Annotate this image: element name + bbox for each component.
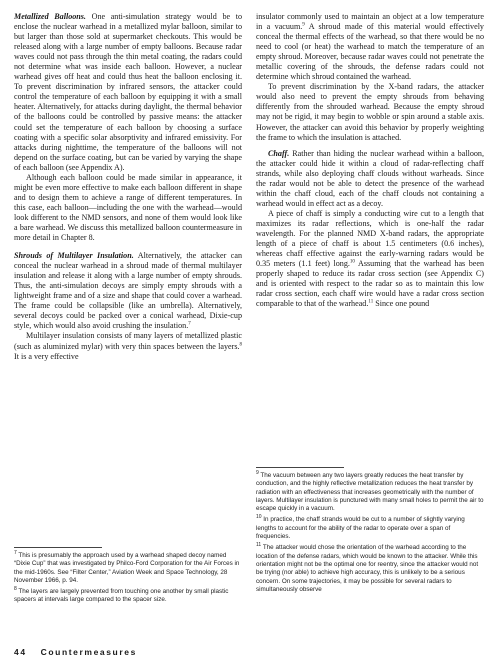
- footnote: [14, 549, 242, 585]
- footnote-number: 10: [256, 514, 262, 521]
- page-number: 44: [14, 647, 27, 657]
- footnotes-right: [256, 467, 484, 597]
- section-heading: Metallized Balloons.: [14, 12, 86, 21]
- running-title: Countermeasures: [40, 647, 137, 657]
- paragraph-insulator: [256, 12, 484, 82]
- section-heading: Shrouds of Multilayer Insulation.: [14, 251, 134, 261]
- paragraph-text: Although each balloon could be made similar in appearance, it might be even more effective to make each balloon different in shape and to design them to achieve a range of different temperatures. In this case, each balloon—including the one with the warhead—would look different to the NMD sensors, and none of them would look like a bare warhead. We discuss this metallized balloon countermeasure in more detail in Chapter 8.: [14, 172, 242, 243]
- paragraph-text: Rather than hiding the nuclear warhead within a balloon, the attacker could hide it within a cloud of radar-reflecting chaff strands, while also deploying chaff clouds without warheads. Since the radar would not be able to detect the presence of the warhead within the chaff cloud, each of the chaff clouds not containing a warhead would in effect act as a decoy.: [256, 148, 484, 208]
- paragraph-text: Alternatively, the attacker can conceal the nuclear warhead in a shroud made of thermal multilayer insulation and release it along with a large number of empty shrouds. Thus, the anti-simulation decoys are simply empty shrouds with a lightweight frame and of a size and shape that could cover a warhead. The frame could be collapsible (like an umbrella). Alternatively, several decoys could be packed over a conical warhead, Dixie-cup style, which would also avoid crushing the insulation.: [14, 251, 243, 331]
- footnotes-left: [14, 547, 242, 608]
- footnote-text: This is presumably the approach used by a warhead shaped decoy named “Dixie Cup” that was investigated by Philco-Ford Corporation for the Air Forces in the mid-1960s. See “Filter Center,” Aviation Week and Space Technology, 28 November 1966, p. 94.: [14, 552, 240, 584]
- paragraph-shrouds: [14, 251, 242, 331]
- footnote-ref: 9: [302, 22, 305, 28]
- footnote-text: In practice, the chaff strands would be cut to a number of slightly varying lengths to account for the ability of the radar to operate over a span of frequencies.: [256, 516, 465, 541]
- paragraph-balloon-shapes: [14, 173, 242, 243]
- page-footer: [14, 647, 137, 657]
- footnote-number: 11: [256, 542, 262, 549]
- section-heading: Chaff.: [268, 148, 290, 158]
- paragraph-text: Assuming that the warhead has been properly shaped to reduce its radar cross section (see Appendix C) and is oriented with respect to the radar so as to maintain this low radar cross section, each chaff wire would have a radar cross section comparable to that of the warhead.: [256, 259, 484, 309]
- footnote: [256, 469, 484, 513]
- footnote-text: The layers are largely prevented from touching one another by small plastic spacers at intervals large compared to the spacer size.: [14, 588, 229, 604]
- paragraph-text: It is a very effective: [14, 351, 79, 361]
- paragraph-multilayer: [14, 331, 242, 361]
- footnote-text: The attacker would chose the orientation of the warhead according to the location of the defense radars, which would be known to the attacker. While this orientation might not be the optimal one for reentry, since the attacker would not be trying (nor able) to achieve high accuracy, this is unlikely to be a serious concern. On some trajectories, it may be possible for several radars to simultaneously observe: [256, 544, 479, 593]
- footnote: [14, 588, 242, 605]
- paragraph-text: Since one pound: [373, 299, 430, 309]
- footnote: [256, 516, 484, 541]
- footnote-number: 9: [256, 469, 259, 476]
- footnote-ref: 11: [368, 299, 374, 305]
- paragraph-text: insulator commonly used to maintain an object at a low temperature in a vacuum.: [256, 12, 484, 32]
- footnote-ref: 7: [188, 321, 191, 327]
- paragraph-chaff-length: [256, 209, 484, 309]
- paragraph-text: A shroud made of this material would effectively conceal the thermal effects of the warhead, so that there would be no need to cool (or heat) the warhead to match the temperature of an empty shroud. Moreover, because radar waves could not penetrate the metallic covering of the shrouds, the defense radars could not determine which shroud contained the warhead.: [256, 22, 484, 82]
- footnote-rule: [256, 467, 344, 468]
- paragraph-chaff: [256, 149, 484, 209]
- paragraph-text: Multilayer insulation consists of many layers of metallized plastic (such as aluminized mylar) with very thin spaces between the layers.: [14, 331, 242, 351]
- footnote-ref: 8: [239, 341, 242, 347]
- footnote-rule: [14, 547, 102, 548]
- footnote-text: The vacuum between any two layers greatly reduces the heat transfer by conduction, and the highly reflective metallization reduces the heat transfer by radiation with an effectiveness that increases geometrically with the number of layers. Multilayer insulation is punctured with many small holes to permit the air to escape quickly in a vacuum.: [256, 472, 484, 513]
- paragraph-text: A piece of chaff is simply a conducting wire cut to a length that maximizes its radar reflections, which is one-half the radar wavelength. For the planned NMD X-band radars, the appropriate length of a piece of chaff is about 1.5 centimeters (0.6 inches), whereas chaff effective against the early-warning radars would be 0.35 meters (1.1 feet) long.: [256, 208, 484, 269]
- footnote-number: 8: [14, 586, 17, 593]
- paragraph-xband: [256, 82, 484, 142]
- paragraph-text: To prevent discrimination by the X-band radars, the attacker would also need to prevent the empty shrouds from behaving differently from the shrouded warhead. Because the empty shroud may not be rigid, it may begin to wobble or spin around a stable axis. However, the attacker can avoid this behavior by properly weighting the frame to which the insulation is attached.: [256, 82, 484, 142]
- footnote: [256, 544, 484, 594]
- right-column: [256, 12, 484, 309]
- paragraph-metallized-balloons: [14, 12, 242, 173]
- footnote-ref: 10: [349, 259, 355, 265]
- paragraph-text: One anti-simulation strategy would be to enclose the nuclear warhead in a metallized mylar balloon, similar to but larger than those sold at supermarket checkouts. This would be released along with a large number of empty balloons. Because radar waves could not pass through the thin metal coating, the radars could not determine what was inside each balloon. However, a nuclear warhead gives off heat and could thus heat the balloon enclosing it. To prevent discrimination by infrared sensors, the attacker could control the temperature of each balloon by equipping it with a small heater. Alternatively, for attacks during daylight, the thermal behavior of the balloons could be controlled by passive means: the attacker could set the temperature of each balloon by choosing a surface coating with a specific solar absorptivity and infrared emissivity. For attacks during nighttime, the temperature of the balloons will not depend on the surface coating, but can be varied by varying the shape of each balloon (see Appendix A).: [14, 12, 243, 172]
- left-column: [14, 12, 242, 362]
- footnote-number: 7: [14, 549, 17, 556]
